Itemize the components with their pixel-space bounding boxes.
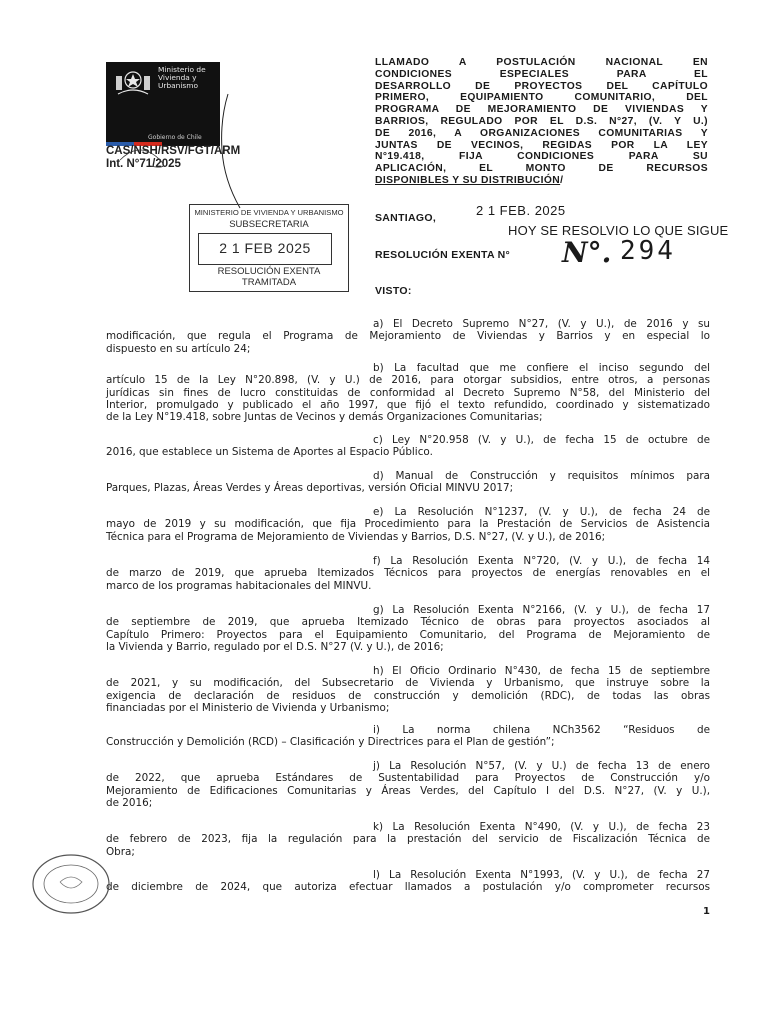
paragraph-line: de la Ley N°19.418, sobre Juntas de Vecinos y demás Organizaciones Comunitarias;	[106, 411, 543, 424]
title-last-suffix: /	[560, 174, 564, 186]
stamp-date-box	[198, 233, 332, 265]
stamp-status-line2: TRAMITADA	[241, 277, 297, 288]
title-line: DESARROLLO DE PROYECTOS DEL CAPÍTULO	[375, 80, 708, 92]
title-line: PRIMERO, EQUIPAMIENTO COMUNITARIO, DEL	[375, 92, 708, 104]
stamp-ministry: MINISTERIO DE VIVIENDA Y URBANISMO	[194, 208, 344, 217]
paragraph-line: de 2016;	[106, 796, 153, 809]
paragraph-line: exigencia de declaración de residuos de construcción y demolición (RDC), de todas las obras	[106, 689, 710, 702]
logo-line-2: Vivienda y	[158, 73, 197, 82]
paragraph-line: b) La facultad que me confiere el inciso segundo del	[373, 362, 710, 374]
visto-paragraph	[106, 604, 710, 653]
paragraph-line: artículo 15 de la Ley N°20.898, (V. y U.) de 2016, para otorgar subsidios, entre otros, a personas	[106, 374, 710, 387]
paragraph-line: la Vivienda y Barrio, regulado por el D.S. N°27 (V. y U.), de 2016;	[106, 640, 444, 653]
official-seal	[30, 852, 112, 916]
visto-paragraph	[106, 362, 710, 423]
paragraph-line: Construcción y Demolición (RCD) – Clasificación y Directrices para el Plan de gestión”;	[106, 736, 555, 749]
title-line: LLAMADO A POSTULACIÓN NACIONAL EN	[375, 57, 708, 68]
reference-initials: CAS/NSH/RSV/FGT/ARM	[106, 145, 241, 157]
visto-paragraph	[106, 869, 710, 894]
visto-paragraph	[106, 760, 710, 809]
paragraph-line: d) Manual de Construcción y requisitos mínimos para	[373, 470, 710, 482]
visto-paragraph	[106, 821, 710, 858]
reception-stamp	[189, 204, 349, 292]
signature-mark	[100, 90, 250, 210]
page-number: 1	[703, 906, 710, 917]
title-line: APLICACIÓN, EL MONTO DE RECURSOS	[375, 163, 708, 175]
paragraph-line: h) El Oficio Ordinario N°430, de fecha 15 de septiembre	[373, 665, 710, 677]
visto-paragraph	[106, 506, 710, 543]
logo-line-1: Ministerio de	[158, 65, 206, 74]
paragraph-line: de febrero de 2023, fija la regulación para la prestación del servicio de Fiscalización Técnica de	[106, 833, 710, 846]
paragraph-line: Obra;	[106, 845, 135, 858]
paragraph-line: Interior, promulgado y publicado el año 1997, que fijó el texto refundido, coordinado y sistematizado	[106, 398, 710, 411]
paragraph-line: Mejoramiento de Edificaciones Comunitarias y Áreas Verdes, del Capítulo I del D.S. N°27, (V. y U.),	[106, 784, 710, 797]
resolution-label: RESOLUCIÓN EXENTA N°	[375, 249, 511, 261]
paragraph-line: de septiembre de 2019, que aprueba Itemizado Técnico de obras para proyectos asociados al	[106, 616, 710, 629]
title-line: CONDICIONES ESPECIALES PARA EL	[375, 68, 708, 80]
resolution-number: 294	[620, 236, 676, 266]
resolution-prefix: N°.	[562, 236, 612, 269]
title-line: DE 2016, A ORGANIZACIONES COMUNITARIAS Y	[375, 127, 708, 139]
paragraph-line: de diciembre de 2024, que autoriza efectuar llamados a postulación y/o comprometer recursos	[106, 881, 710, 894]
paragraph-line: 2016, que establece un Sistema de Aportes al Espacio Público.	[106, 446, 433, 459]
visto-paragraph	[106, 665, 710, 714]
title-line: BARRIOS, REGULADO POR EL D.S. N°27, (V. Y U.)	[375, 115, 708, 127]
paragraph-line: i) La norma chilena NCh3562 “Residuos de	[373, 724, 710, 736]
paragraph-line: financiadas por el Ministerio de Vivienda y Urbanismo;	[106, 701, 390, 714]
internal-number: Int. N°71/2025	[106, 158, 181, 170]
paragraph-line: l) La Resolución Exenta N°1993, (V. y U.), de fecha 27	[373, 869, 710, 881]
paragraph-line: c) Ley N°20.958 (V. y U.), de fecha 15 de octubre de	[373, 434, 710, 446]
paragraph-line: jurídicas sin fines de lucro constituidas de conformidad al Decreto Supremo N°58, del Ministerio del	[106, 386, 710, 399]
decree-phrase: HOY SE RESOLVIO LO QUE SIGUE	[508, 223, 729, 238]
paragraph-line: marco de los programas habitacionales del MINVU.	[106, 579, 372, 592]
title-line: N°19.418, FIJA CONDICIONES PARA SU	[375, 151, 708, 163]
stamp-date: 2 1 FEB 2025	[219, 240, 311, 256]
stamp-status	[190, 266, 348, 288]
paragraph-line: Capítulo Primero: Proyectos para el Equipamiento Comunitario, del Programa de Mejoramiento de	[106, 628, 710, 641]
stamp-status-line1: RESOLUCIÓN EXENTA	[217, 266, 321, 277]
logo-line-3: Urbanismo	[158, 81, 198, 90]
paragraph-line: de 2022, que aprueba Estándares de Sustentabilidad para Proyectos de Construcción y/o	[106, 772, 710, 785]
paragraph-line: j) La Resolución N°57, (V. y U.) de fecha 13 de enero	[373, 760, 710, 772]
visto-paragraph	[106, 434, 710, 459]
paragraph-line: a) El Decreto Supremo N°27, (V. y U.), de 2016 y su	[373, 318, 710, 330]
title-line: PROGRAMA DE MEJORAMIENTO DE VIVIENDAS Y	[375, 104, 708, 116]
paragraph-line: dispuesto en su artículo 24;	[106, 342, 251, 355]
paragraph-line: k) La Resolución Exenta N°490, (V. y U.), de fecha 23	[373, 821, 710, 833]
place-label: SANTIAGO,	[375, 212, 437, 224]
paragraph-line: Técnica para el Programa de Mejoramiento de Viviendas y Barrios, D.S. N°27, (V. y U.), de 2016;	[106, 530, 606, 543]
visto-paragraph	[106, 470, 710, 495]
visto-paragraph	[106, 724, 710, 749]
paragraph-line: mayo de 2019 y su modificación, que fija Procedimiento para la Prestación de Servicios de Asistencia	[106, 518, 710, 531]
paragraph-line: f) La Resolución Exenta N°720, (V. y U.), de fecha 14	[373, 555, 710, 567]
stamp-office: SUBSECRETARIA	[229, 219, 309, 230]
paragraph-line: modificación, que regula el Programa de Mejoramiento de Viviendas y Barrios y en especial lo	[106, 330, 710, 343]
paragraph-line: e) La Resolución N°1237, (V. y U.), de fecha 24 de	[373, 506, 710, 518]
title-line: JUNTAS DE VECINOS, REGIDAS POR LA LEY	[375, 139, 708, 151]
logo-footer: Gobierno de Chile	[148, 134, 202, 141]
paragraph-line: Parques, Plazas, Áreas Verdes y Áreas deportivas, versión Oficial MINVU 2017;	[106, 482, 514, 495]
visto-paragraph	[106, 318, 710, 355]
document-title	[375, 57, 708, 187]
visto-paragraph	[106, 555, 710, 592]
visto-label: VISTO:	[375, 285, 412, 297]
place-date: 2 1 FEB. 2025	[476, 203, 566, 218]
paragraph-line: g) La Resolución Exenta N°2166, (V. y U.), de fecha 17	[373, 604, 710, 616]
paragraph-line: de marzo de 2019, que aprueba Itemizados Técnicos para proyectos de energías renovables en el	[106, 567, 710, 580]
paragraph-line: de 2021, y su modificación, del Subsecretario de Vivienda y Urbanismo, que instruye sobre la	[106, 677, 710, 690]
title-last-line: DISPONIBLES Y SU DISTRIBUCIÓN	[375, 174, 561, 186]
